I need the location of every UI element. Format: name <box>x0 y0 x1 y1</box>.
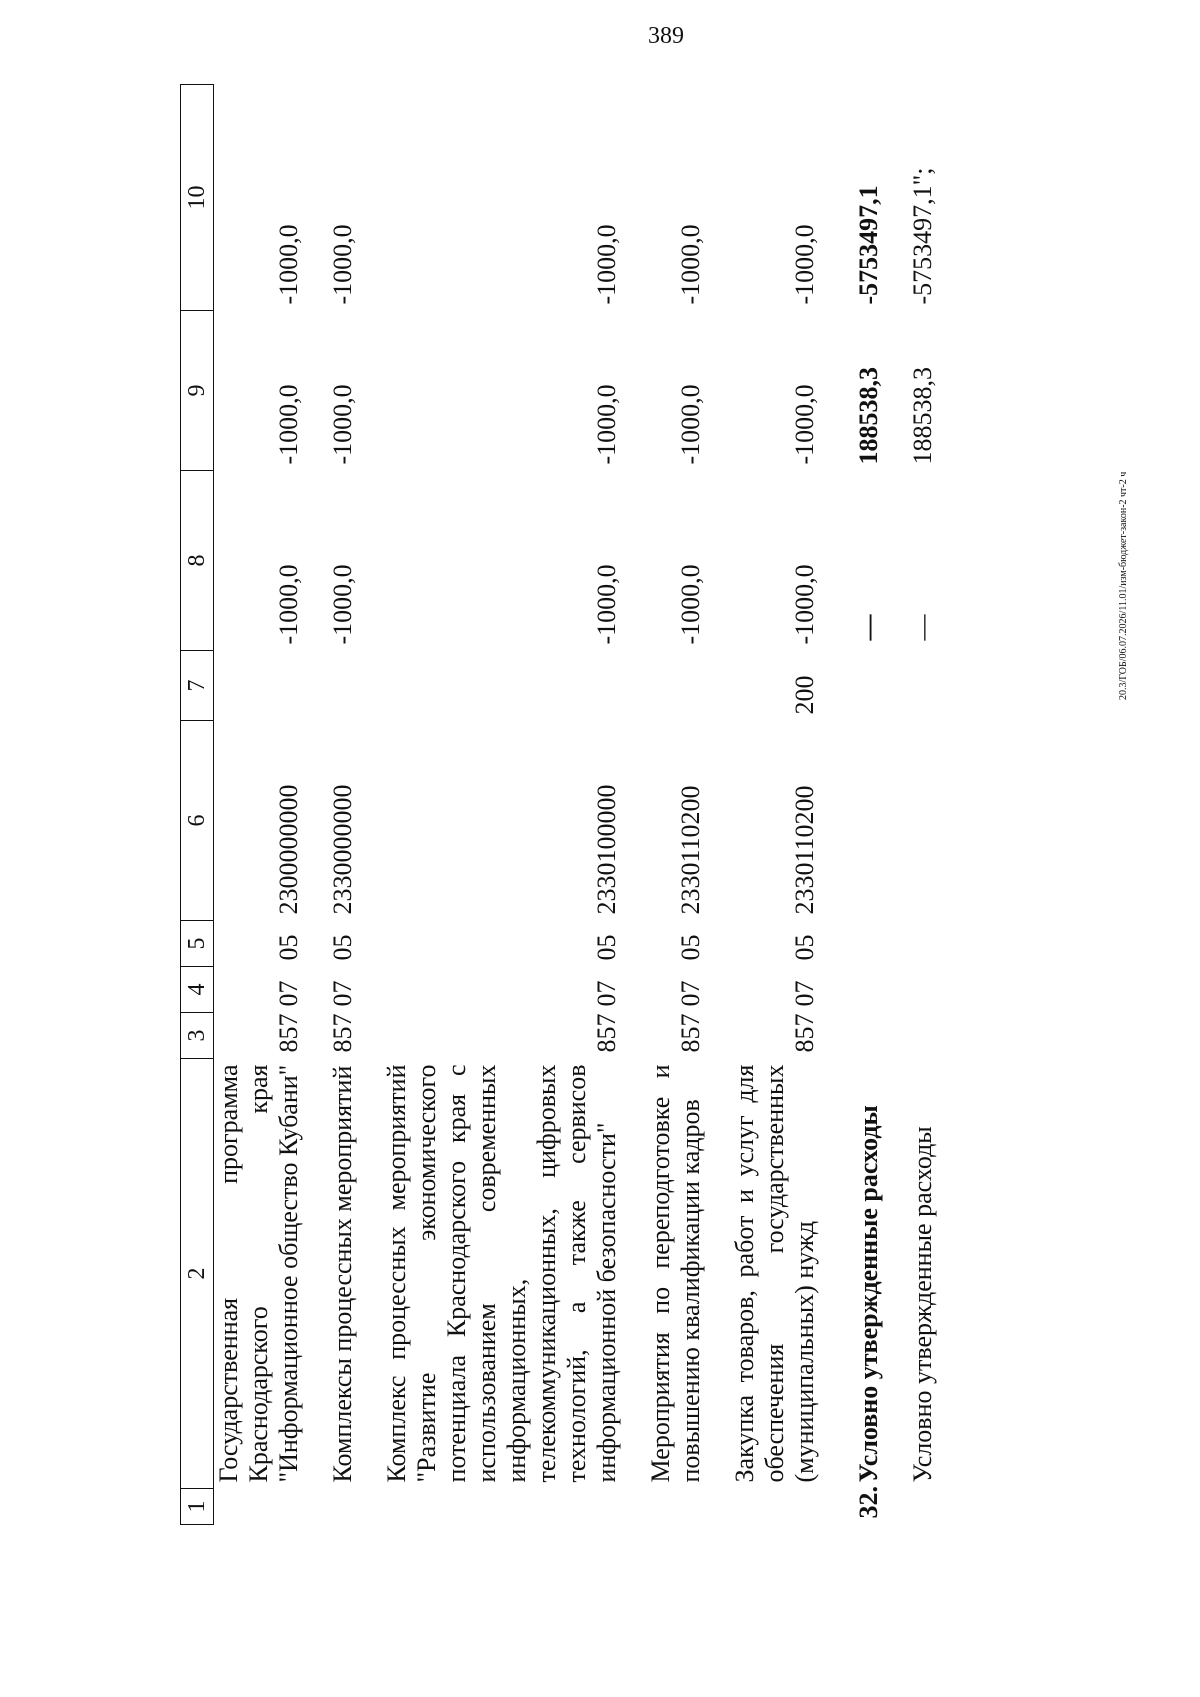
expense-type-cell <box>382 651 622 721</box>
expense-type-cell <box>646 651 706 721</box>
target-article-cell: 2330100000 <box>592 784 621 915</box>
header-row <box>181 85 214 1525</box>
table-row <box>382 85 622 1525</box>
section-amount-col9: 188538,3 <box>854 367 883 465</box>
target-article-cell: 2330110200 <box>790 785 819 915</box>
final-amount-col10: -5753497,1"; <box>908 167 937 305</box>
table-row <box>646 85 706 1525</box>
amount-col9-cell: -1000,0 <box>676 384 705 465</box>
section-amount-col10: -5753497,1 <box>854 185 883 305</box>
expense-type-cell: 200 <box>790 675 819 715</box>
row-name-cell: Государственная программа Краснодарского края "Информационное общество Кубани" <box>214 1064 303 1483</box>
section-number: 32. <box>854 1486 883 1519</box>
header-cell-9: 9 <box>181 311 214 471</box>
row-name-cell: Условно утвержденные расходы <box>908 1126 937 1483</box>
row-number-cell <box>214 1489 305 1525</box>
row-name-cell: Комплексы процессных мероприятий <box>328 1065 357 1483</box>
amount-col8-cell: -1000,0 <box>676 564 705 645</box>
amount-col8-cell: -1000,0 <box>790 564 819 645</box>
amount-col10-cell: -1000,0 <box>328 224 357 305</box>
header-cell-6: 6 <box>181 721 214 921</box>
target-article-cell: 2330000000 <box>328 784 357 915</box>
amount-col10-cell: -1000,0 <box>274 224 303 305</box>
row-number-cell <box>382 1489 622 1525</box>
header-cell-10: 10 <box>181 85 214 311</box>
row-number-cell <box>646 1489 706 1525</box>
section-amount-col8: — <box>854 614 883 641</box>
subsection-code-cell: 05 <box>328 934 357 961</box>
amount-col8-cell: -1000,0 <box>274 564 303 645</box>
row-number-cell <box>908 1489 938 1525</box>
subsection-code-cell: 05 <box>790 934 819 961</box>
amount-col9-cell: -1000,0 <box>790 384 819 465</box>
header-cell-7: 7 <box>181 651 214 721</box>
subsection-code-cell: 05 <box>676 934 705 961</box>
budget-table <box>180 84 938 1525</box>
table-row <box>328 85 358 1525</box>
amount-col9-cell: -1000,0 <box>592 384 621 465</box>
target-article-cell: 2330110200 <box>676 785 705 915</box>
ministry-code-cell: 857 <box>676 1013 705 1053</box>
expense-type-cell <box>328 651 358 721</box>
header-cell-4: 4 <box>181 967 214 1013</box>
row-name-cell: Закупка товаров, работ и услуг для обеспечения государственных (муниципальных) нужд <box>730 1064 819 1483</box>
table-row <box>908 85 938 1525</box>
row-name-cell: Комплекс процессных мероприятий "Развитие экономического потенциала Краснодарского края с использованием современных информационных, телекоммуникационных, цифровых технологий, а также сервисов информационной безопасности" <box>382 1064 621 1483</box>
amount-col9-cell: -1000,0 <box>274 384 303 465</box>
row-name-cell: Мероприятия по переподготовке и повышению квалификации кадров <box>646 1064 705 1483</box>
section-code-cell: 07 <box>592 980 621 1007</box>
section-row <box>844 85 884 1525</box>
row-number-cell <box>730 1489 820 1525</box>
header-cell-1: 1 <box>181 1489 214 1525</box>
ministry-code-cell: 857 <box>328 1013 357 1053</box>
subsection-code-cell: 05 <box>592 934 621 961</box>
expense-type-cell <box>214 651 305 721</box>
rotated-table-container <box>180 85 1180 1525</box>
header-cell-5: 5 <box>181 921 214 967</box>
table-row <box>730 85 820 1525</box>
table-row <box>214 85 305 1525</box>
document-footer-code: 20.3/ГОБ/06.07.2026/11.01/изм-бюджет-закон-2 чт-2 ч <box>1118 471 1129 700</box>
amount-col8-cell: -1000,0 <box>592 564 621 645</box>
section-code-cell: 07 <box>790 980 819 1007</box>
page-number: 389 <box>648 23 684 49</box>
header-cell-8: 8 <box>181 471 214 651</box>
target-article-cell: 2300000000 <box>274 784 303 915</box>
amount-col9-cell: -1000,0 <box>328 384 357 465</box>
ministry-code-cell: 857 <box>790 1013 819 1053</box>
ministry-code-cell: 857 <box>592 1013 621 1053</box>
ministry-code-cell: 857 <box>274 1013 303 1053</box>
section-code-cell: 07 <box>274 980 303 1007</box>
amount-col10-cell: -1000,0 <box>676 224 705 305</box>
amount-col10-cell: -1000,0 <box>592 224 621 305</box>
amount-col10-cell: -1000,0 <box>790 224 819 305</box>
section-code-cell: 07 <box>676 980 705 1007</box>
section-title: Условно утвержденные расходы <box>854 1105 883 1483</box>
final-amount-col9: 188538,3 <box>908 367 937 465</box>
amount-col8-cell: -1000,0 <box>328 564 357 645</box>
subsection-code-cell: 05 <box>274 934 303 961</box>
final-amount-col8: — <box>908 614 937 641</box>
section-code-cell: 07 <box>328 980 357 1007</box>
header-cell-2: 2 <box>181 1059 214 1489</box>
header-cell-3: 3 <box>181 1013 214 1059</box>
row-number-cell <box>328 1489 358 1525</box>
